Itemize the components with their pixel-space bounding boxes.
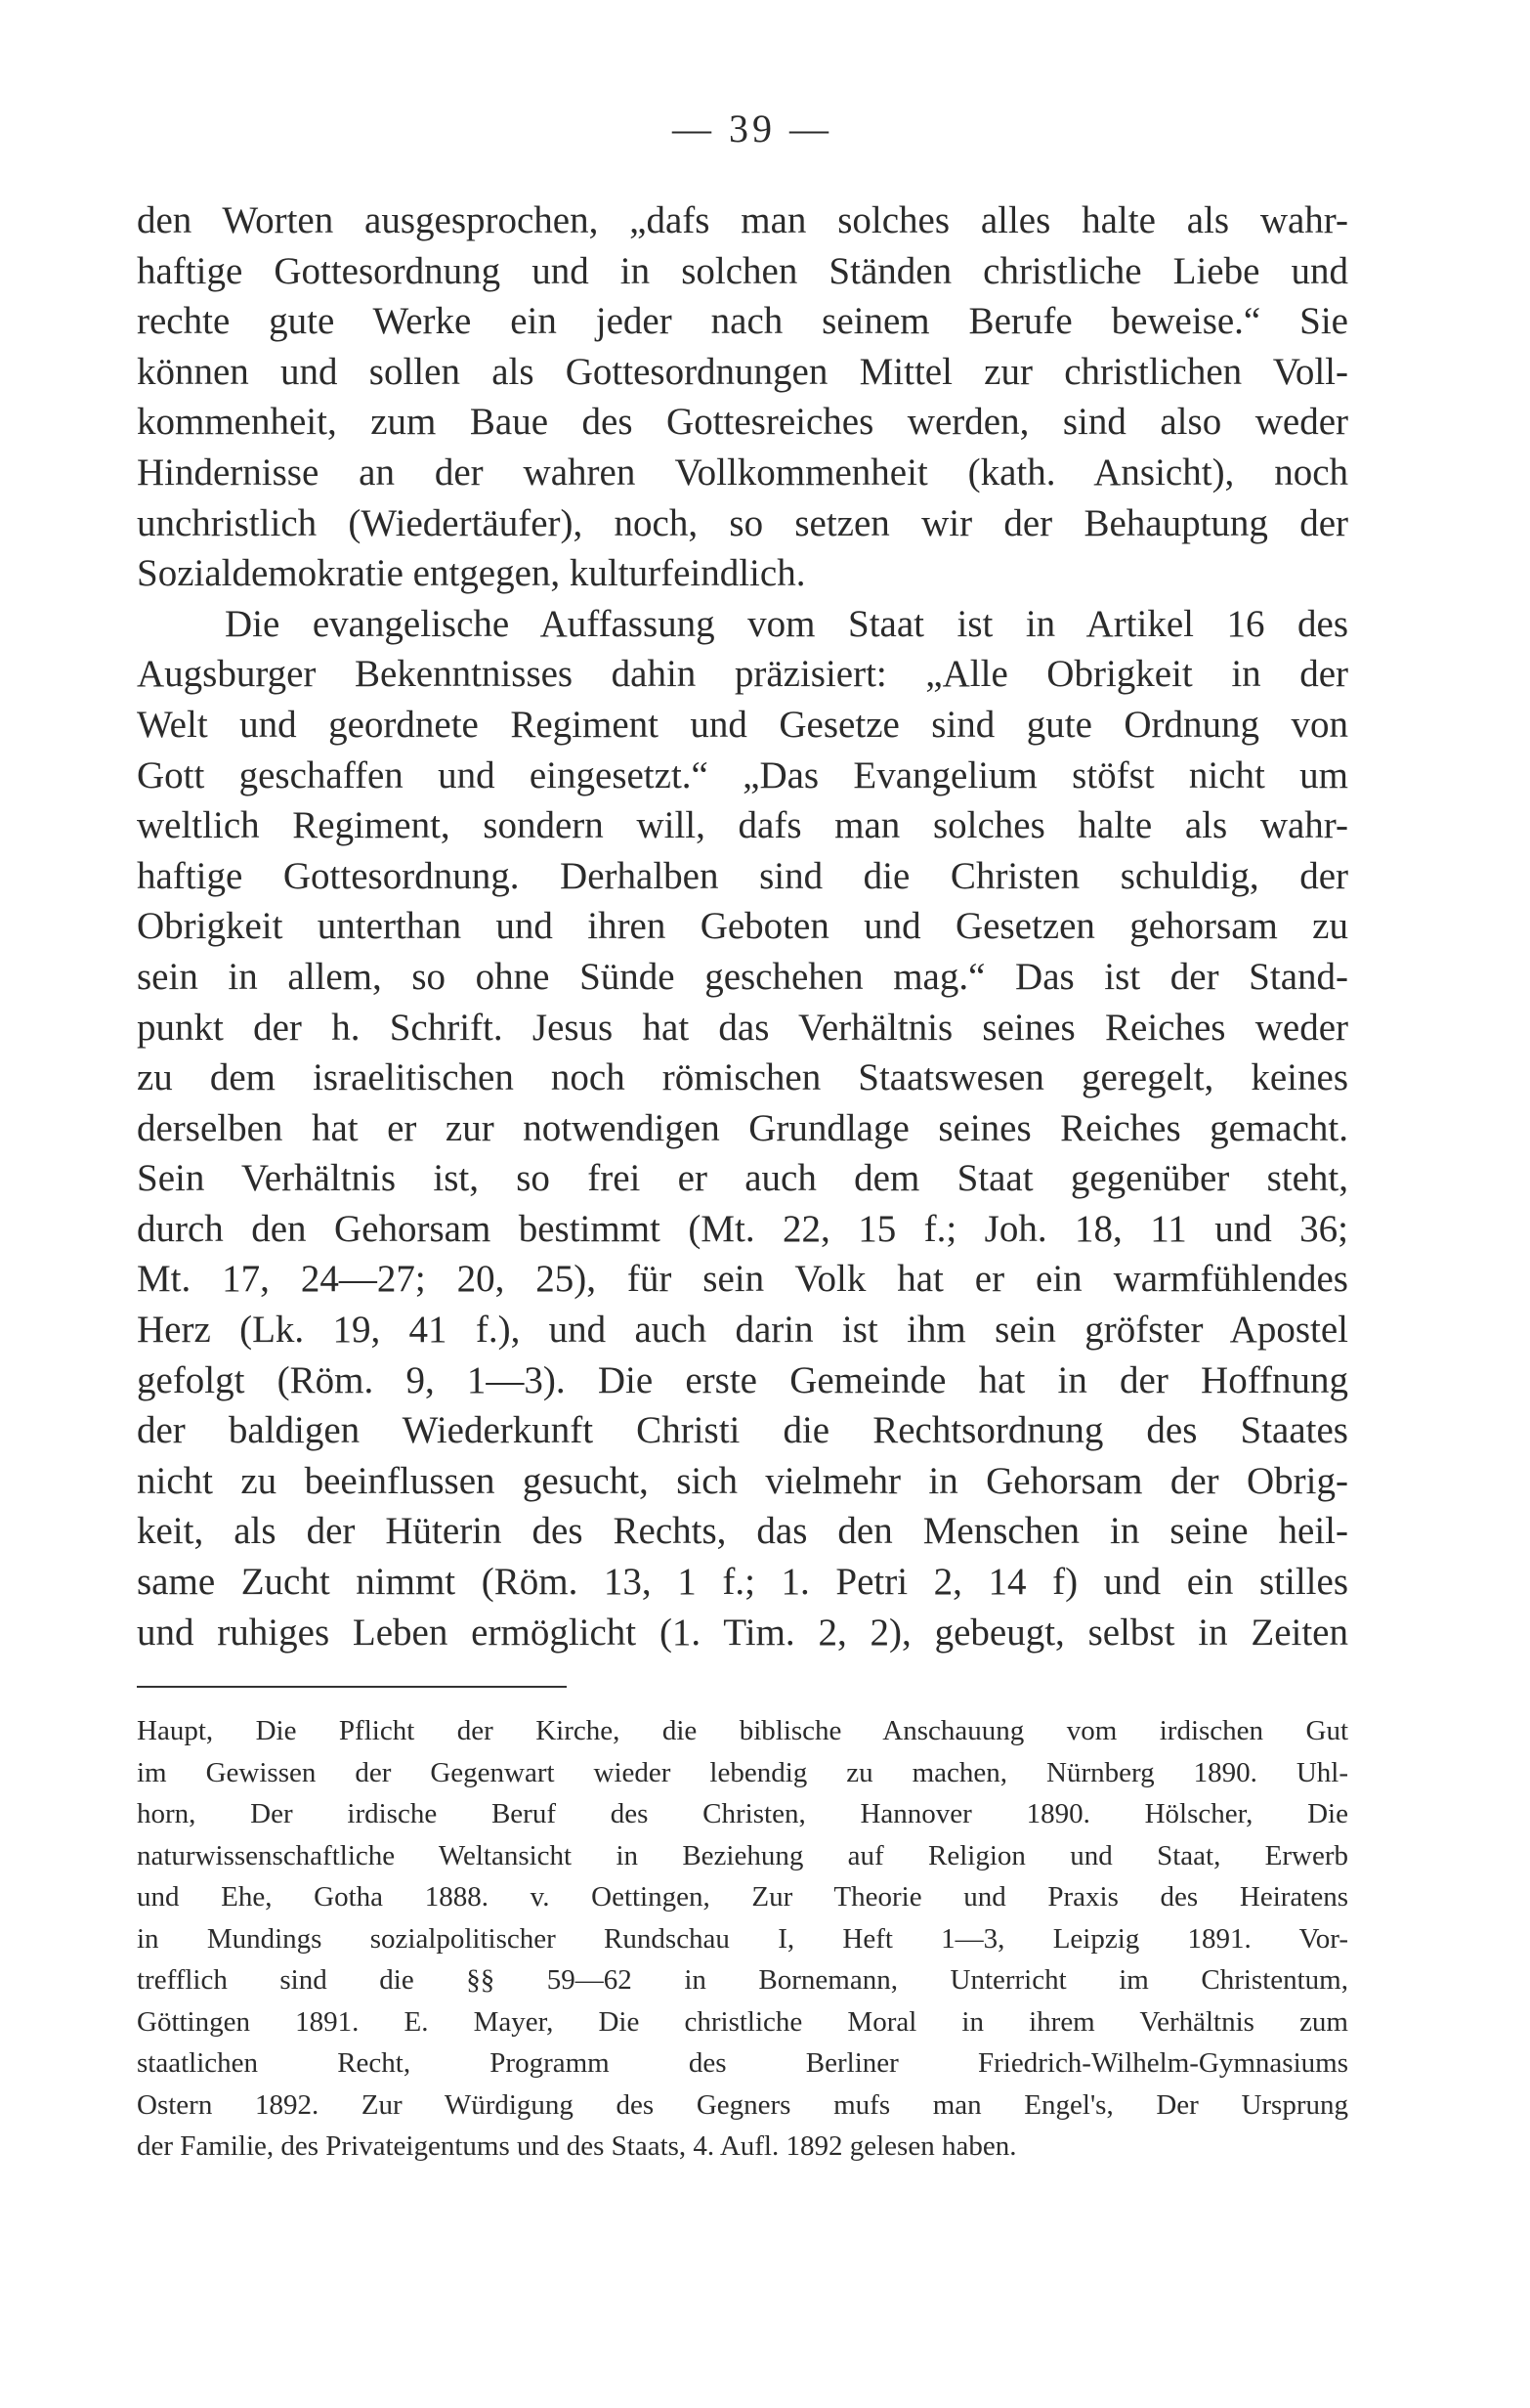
main-text xyxy=(137,195,1348,1657)
footnote-line: Göttingen 1891. E. Mayer, Die christliche Moral in ihrem Verhältnis zum xyxy=(137,2005,1348,2038)
text-line: können und sollen als Gottesordnungen Mittel zur christlichen Voll- xyxy=(137,350,1348,393)
text-line: Obrigkeit unterthan und ihren Geboten und Gesetzen gehorsam zu xyxy=(137,905,1348,948)
footnote-line: und Ehe, Gotha 1888. v. Oettingen, Zur Theorie und Praxis des Heiratens xyxy=(137,1881,1348,1913)
text-line: Hindernisse an der wahren Vollkommenheit (kath. Ansicht), noch xyxy=(137,451,1348,494)
footnote-line: im Gewissen der Gegenwart wieder lebendig zu machen, Nürnberg 1890. Uhl- xyxy=(137,1756,1348,1788)
text-line: weltlich Regiment, sondern will, dafs man solches halte als wahr- xyxy=(137,804,1348,847)
text-line: haftige Gottesordnung. Derhalben sind die Christen schuldig, der xyxy=(137,854,1348,897)
text-line: nicht zu beeinflussen gesucht, sich vielmehr in Gehorsam der Obrig- xyxy=(137,1459,1348,1502)
footnote-line: Haupt, Die Pflicht der Kirche, die biblische Anschauung vom irdischen Gut xyxy=(137,1715,1348,1746)
footnote-line: horn, Der irdische Beruf des Christen, Hannover 1890. Hölscher, Die xyxy=(137,1798,1348,1829)
text-line: und ruhiges Leben ermöglicht (1. Tim. 2, 2), gebeugt, selbst in Zeiten xyxy=(137,1611,1348,1654)
text-line: Sozialdemokratie entgegen, kulturfeindlich. xyxy=(137,552,806,595)
text-line: durch den Gehorsam bestimmt (Mt. 22, 15 f.; Joh. 18, 11 und 36; xyxy=(137,1207,1348,1250)
footnote-line: der Familie, des Privateigentums und des Staats, 4. Aufl. 1892 gelesen haben. xyxy=(137,2130,1017,2162)
page-number: — 39 — xyxy=(672,107,832,150)
text-line: sein in allem, so ohne Sünde geschehen mag.“ Das ist der Stand- xyxy=(137,955,1348,998)
text-line: same Zucht nimmt (Röm. 13, 1 f.; 1. Petri 2, 14 f) und ein stilles xyxy=(137,1561,1348,1604)
footnote-separator xyxy=(137,1686,567,1688)
text-line: Sein Verhältnis ist, so frei er auch dem Staat gegenüber steht, xyxy=(137,1157,1348,1200)
text-line: gefolgt (Röm. 9, 1—3). Die erste Gemeinde hat in der Hoffnung xyxy=(137,1358,1348,1401)
footnote-line: in Mundings sozialpolitischer Rundschau I, Heft 1—3, Leipzig 1891. Vor- xyxy=(137,1922,1348,1955)
footnote xyxy=(137,1710,1348,2168)
text-line: rechte gute Werke ein jeder nach seinem Berufe beweise.“ Sie xyxy=(137,300,1348,343)
text-line: Die evangelische Auffassung vom Staat ist in Artikel 16 des xyxy=(225,602,1348,645)
text-line: kommenheit, zum Baue des Gottesreiches werden, sind also weder xyxy=(137,401,1348,444)
text-line: punkt der h. Schrift. Jesus hat das Verhältnis seines Reiches weder xyxy=(137,1006,1348,1049)
text-line: Gott geschaffen und eingesetzt.“ „Das Evangelium stöfst nicht um xyxy=(137,753,1348,796)
footnote-line: trefflich sind die §§ 59—62 in Bornemann, Unterricht im Christentum, xyxy=(137,1964,1348,1996)
text-line: unchristlich (Wiedertäufer), noch, so setzen wir der Behauptung der xyxy=(137,501,1348,544)
text-line: der baldigen Wiederkunft Christi die Rechtsordnung des Staates xyxy=(137,1409,1348,1452)
text-line: Welt und geordnete Regiment und Gesetze sind gute Ordnung von xyxy=(137,703,1348,746)
footnote-line: Ostern 1892. Zur Würdigung des Gegners mufs man Engel's, Der Ursprung xyxy=(137,2088,1348,2121)
text-line: zu dem israelitischen noch römischen Staatswesen geregelt, keines xyxy=(137,1056,1348,1099)
text-line: keit, als der Hüterin des Rechts, das den Menschen in seine heil- xyxy=(137,1510,1348,1553)
text-line: den Worten ausgesprochen, „dafs man solches alles halte als wahr- xyxy=(137,199,1348,241)
text-line: Mt. 17, 24—27; 20, 25), für sein Volk hat er ein warmfühlendes xyxy=(137,1258,1348,1301)
footnote-line: staatlichen Recht, Programm des Berliner Friedrich-Wilhelm-Gymnasiums xyxy=(137,2047,1348,2079)
text-line: derselben hat er zur notwendigen Grundlage seines Reiches gemacht. xyxy=(137,1106,1348,1149)
footnote-line: naturwissenschaftliche Weltansicht in Beziehung auf Religion und Staat, Erwerb xyxy=(137,1839,1348,1871)
text-line: Augsburger Bekenntnisses dahin präzisiert: „Alle Obrigkeit in der xyxy=(137,653,1348,696)
text-line: Herz (Lk. 19, 41 f.), und auch darin ist ihm sein gröfster Apostel xyxy=(137,1309,1348,1352)
text-line: haftige Gottesordnung und in solchen Ständen christliche Liebe und xyxy=(137,249,1348,292)
